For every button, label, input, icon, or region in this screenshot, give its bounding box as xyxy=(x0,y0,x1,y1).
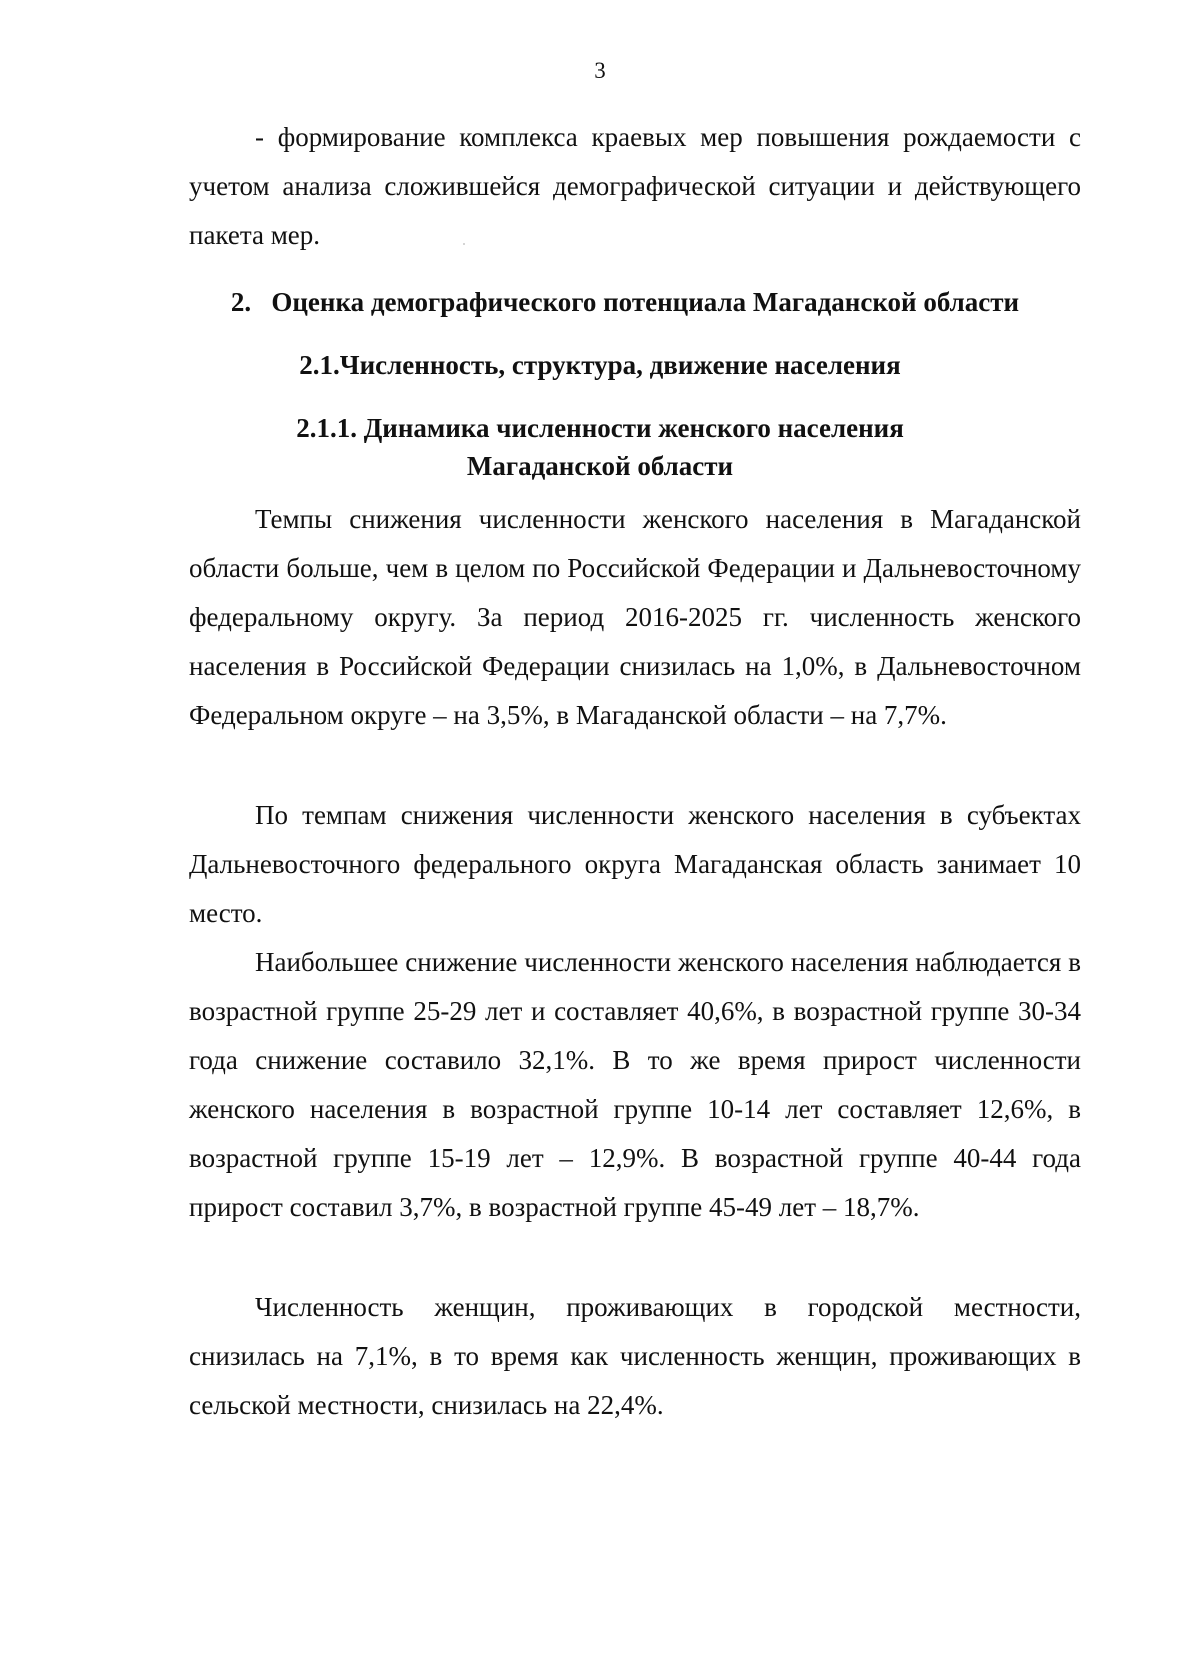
intro-bullet-paragraph: - формирование комплекса краевых мер повышения рождаемости с учетом анализа сложившейся демографической ситуации и действующего пакета мер. xyxy=(189,122,1081,250)
section-title: Оценка демографического потенциала Магаданской области xyxy=(271,287,1020,317)
scan-speck xyxy=(463,243,465,245)
paragraph-regional-ranking: По темпам снижения численности женского населения в субъектах Дальневосточного федерального округа Магаданская область занимает 10 место. xyxy=(189,800,1081,928)
subsubsection-heading xyxy=(0,409,1200,485)
section-heading xyxy=(25,287,1200,318)
paragraph-urban-rural: Численность женщин, проживающих в городской местности, снизилась на 7,1%, в то время как численность женщин, проживающих в сельской местности, снизилась на 22,4%. xyxy=(189,1292,1081,1420)
subsubsection-title-line1: 2.1.1. Динамика численности женского населения xyxy=(296,413,904,443)
subsection-heading: 2.1.Численность, структура, движение населения xyxy=(299,350,901,380)
subsubsection-title-line2: Магаданской области xyxy=(466,451,734,481)
paragraph-population-decline-rates: Темпы снижения численности женского населения в Магаданской области больше, чем в целом по Российской Федерации и Дальневосточному федеральному округу. За период 2016-2025 гг. численность женского населения в Российской Федерации снизилась на 1,0%, в Дальневосточном Федеральном округе – на 3,5%, в Магаданской области – на 7,7%. xyxy=(189,504,1081,730)
paragraph-age-groups: Наибольшее снижение численности женского населения наблюдается в возрастной группе 25-29 лет и составляет 40,6%, в возрастной группе 30-34 года снижение составило 32,1%. В то же время прирост численности женского населения в возрастной группе 10-14 лет составляет 12,6%, в возрастной группе 15-19 лет – 12,9%. В возрастной группе 40-44 года прирост составил 3,7%, в возрастной группе 45-49 лет – 18,7%. xyxy=(189,947,1081,1222)
page-number: 3 xyxy=(594,58,606,83)
section-number: 2. xyxy=(230,287,252,317)
